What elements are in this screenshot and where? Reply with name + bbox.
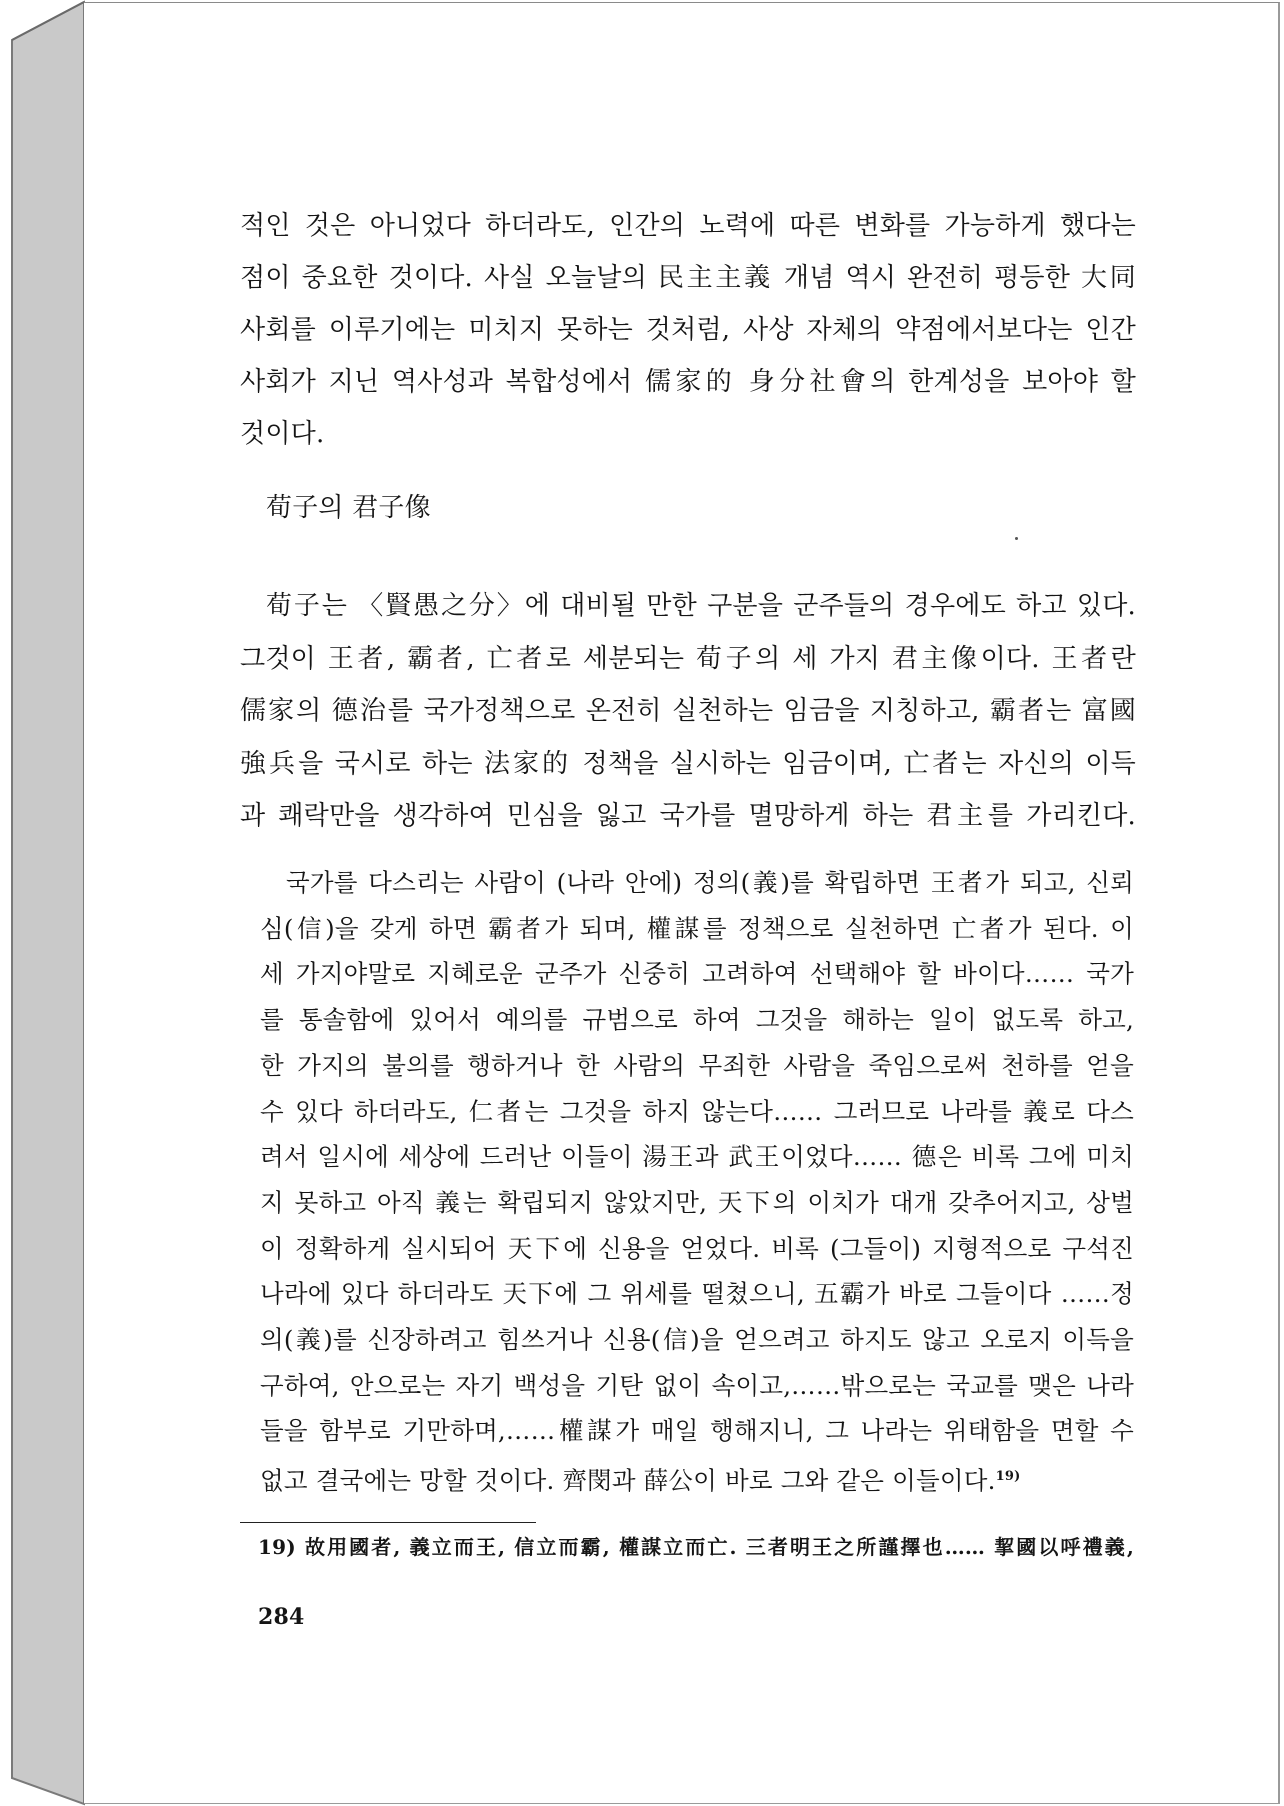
paragraph-1 bbox=[240, 200, 1136, 460]
quote-line: 구하여, 안으로는 자기 백성을 기탄 없이 속이고,……밖으로는 국교를 맺은 나라 bbox=[260, 1370, 1134, 1400]
quote-line: 세 가지야말로 지혜로운 군주가 신중히 고려하여 선택해야 할 바이다…… 국가 bbox=[260, 959, 1134, 989]
paragraph-2 bbox=[240, 580, 1136, 843]
quote-line: 국가를 다스리는 사람이 (나라 안에) 정의(義)를 확립하면 王者가 되고, 신뢰 bbox=[286, 868, 1134, 897]
quote-line: 의(義)를 신장하려고 힘쓰거나 신용(信)을 얻으려고 하지도 않고 오로지 이득을 bbox=[260, 1325, 1134, 1355]
text-line: 強兵을 국시로 하는 法家的 정책을 실시하는 임금이며, 亡者는 자신의 이득 bbox=[240, 748, 1136, 779]
scan-speck bbox=[1015, 537, 1018, 540]
page-number: 284 bbox=[258, 1604, 305, 1630]
text-line: 점이 중요한 것이다. 사실 오늘날의 民主主義 개념 역시 완전히 평등한 大同 bbox=[240, 263, 1136, 293]
text-line: 사회가 지닌 역사성과 복합성에서 儒家的 身分社會의 한계성을 보아야 할 bbox=[240, 367, 1136, 397]
section-heading: 荀子의 君子像 bbox=[266, 493, 431, 523]
text-line: 사회를 이루기에는 미치지 못하는 것처럼, 사상 자체의 약점에서보다는 인간 bbox=[240, 315, 1136, 345]
quote-text: 없고 결국에는 망할 것이다. 齊閔과 薛公이 바로 그와 같은 이들이다. bbox=[260, 1466, 996, 1496]
text-line: 과 쾌락만을 생각하여 민심을 잃고 국가를 멸망하게 하는 君主를 가리킨다. bbox=[240, 801, 1136, 831]
quote-line: 들을 함부로 기만하며,……權謀가 매일 행해지니, 그 나라는 위태함을 면할 수 bbox=[260, 1416, 1134, 1446]
text-line: 것이다. bbox=[240, 419, 325, 449]
footnote-reference[interactable]: 19) bbox=[995, 1469, 1021, 1485]
quote-line: 한 가지의 불의를 행하거나 한 사람의 무죄한 사람을 죽임으로써 천하를 얻을 bbox=[260, 1050, 1134, 1080]
text-line: 적인 것은 아니었다 하더라도, 인간의 노력에 따른 변화를 가능하게 했다는 bbox=[240, 211, 1136, 241]
quote-line: 이 정확하게 실시되어 天下에 신용을 얻었다. 비록 (그들이) 지형적으로 구석진 bbox=[260, 1233, 1134, 1263]
book-spine-side bbox=[12, 2, 84, 1804]
quote-line: 지 못하고 아직 義는 확립되지 않았지만, 天下의 이치가 대개 갖추어지고, 상벌 bbox=[260, 1187, 1134, 1217]
text-line: 그것이 王者, 霸者, 亡者로 세분되는 荀子의 세 가지 君主像이다. 王者란 bbox=[240, 643, 1136, 674]
block-quote bbox=[260, 860, 1134, 1504]
footnote-divider bbox=[240, 1522, 536, 1523]
quote-line-last bbox=[260, 1454, 1134, 1504]
quote-line: 심(信)을 갖게 하면 霸者가 되며, 權謀를 정책으로 실천하면 亡者가 된다. 이 bbox=[260, 913, 1134, 943]
text-line: 荀子는 〈賢愚之分〉에 대비될 만한 구분을 군주들의 경우에도 하고 있다. bbox=[266, 591, 1136, 621]
footnote: 19) 故用國者, 義立而王, 信立而霸, 權謀立而亡. 三者明王之所謹擇也…… 挈國以呼禮義, bbox=[258, 1535, 1134, 1559]
quote-line: 려서 일시에 세상에 드러난 이들이 湯王과 武王이었다…… 德은 비록 그에 미치 bbox=[260, 1142, 1134, 1172]
text-line: 儒家의 德治를 국가정책으로 온전히 실천하는 임금을 지칭하고, 霸者는 富國 bbox=[240, 696, 1136, 726]
quote-line: 나라에 있다 하더라도 天下에 그 위세를 떨쳤으니, 五霸가 바로 그들이다 ……정 bbox=[260, 1279, 1134, 1309]
quote-line: 를 통솔함에 있어서 예의를 규범으로 하여 그것을 해하는 일이 없도록 하고, bbox=[260, 1005, 1134, 1035]
quote-line: 수 있다 하더라도, 仁者는 그것을 하지 않는다…… 그러므로 나라를 義로 다스 bbox=[260, 1096, 1134, 1126]
